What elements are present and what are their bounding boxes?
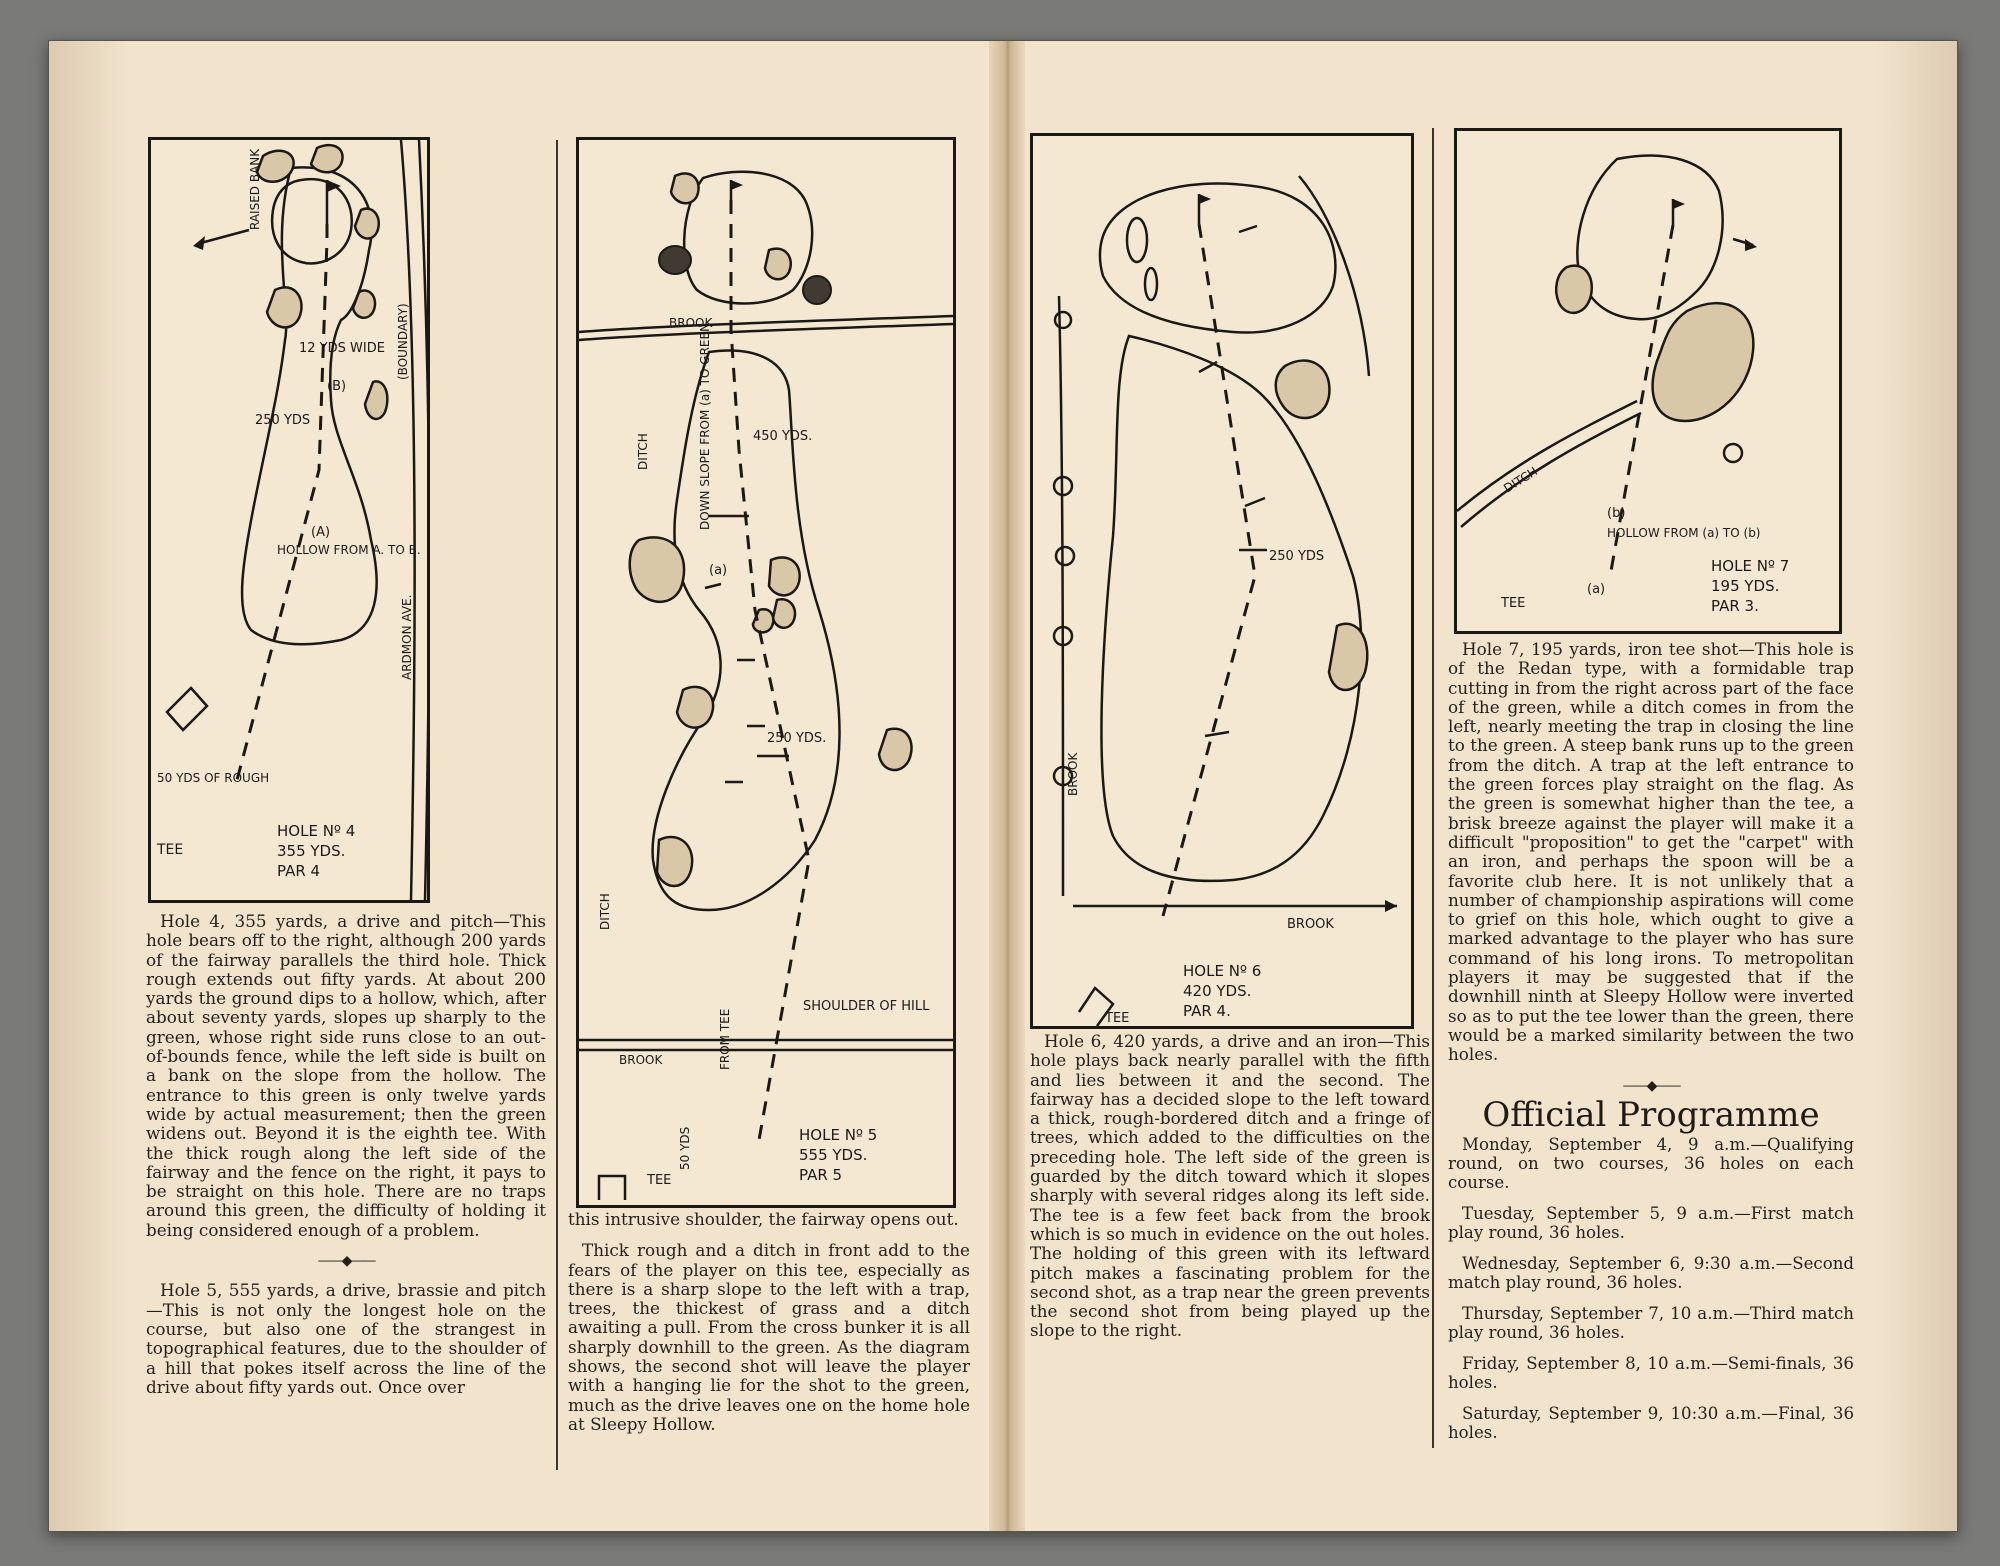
ditch-upper-label: DITCH [636,433,650,470]
hole-par-label: PAR 5 [799,1166,843,1184]
programme-entry: Monday, September 4, 9 a.m.—Qualifying round, on two courses, 36 holes on each course. [1448,1135,1854,1193]
point-a-label: (a) [1587,582,1606,597]
hollow-label: HOLLOW FROM (a) TO (b) [1607,526,1761,540]
ditch-lower-label: DITCH [598,893,612,930]
tee-label: TEE [1501,596,1526,611]
programme-entry: Wednesday, September 6, 9:30 a.m.—Second match play round, 36 holes. [1448,1254,1854,1293]
hole-6-diagram [1033,136,1411,1026]
right-page-column-rule [1432,128,1434,1448]
programme-entry: Saturday, September 9, 10:30 a.m.—Final, 36 holes. [1448,1404,1854,1443]
hole-yards-label: 355 YDS. [277,842,346,860]
ardmon-avenue-label: ARDMON AVE. [400,594,414,680]
yds-250-label: 250 YDS [1269,549,1325,564]
yds-450-label: 450 YDS. [753,429,813,444]
hollow-label: HOLLOW FROM A. TO B. [277,543,421,557]
hole-7-diagram [1457,131,1839,631]
hole-5-description-part-2: this intrusive shoulder, the fairway opens out. [568,1209,959,1229]
tee-label: TEE [157,842,184,858]
hole-number-label: HOLE Nº 7 [1711,557,1790,575]
raised-bank-label: RAISED BANK [248,148,262,230]
hole-6-column [1030,1032,1430,1353]
hole-7-column [1448,640,1854,1454]
hole-5-map [576,137,956,1208]
yds-50-label: 50 YDS [678,1126,692,1170]
twelve-yards-wide-label: 12 YDS WIDE [299,341,385,356]
hole-6-description: Hole 6, 420 yards, a drive and an iron—This hole plays back nearly parallel with the fifth and lies between it and the second. The fairway has a decided slope to the left toward a thick, rough-bordered ditch and a fringe of trees, which added to the difficulties on the preceding hole. The left side of the green is guarded by the ditch toward which it slopes sharply with several ridges along its left side. The tee is a few feet back from the brook which is so much in evidence on the out holes. The holding of this green with its leftward pitch makes a fascinating problem for the second shot, as a trap near the green prevents the second shot from being played up the slope to the right. [1030,1031,1430,1341]
section-ornament: ——◆—— [317,1253,375,1270]
yds-250-label: 250 YDS [255,413,311,428]
from-tee-label: FROM TEE [718,1008,732,1070]
programme-entry: Thursday, September 7, 10 a.m.—Third match play round, 36 holes. [1448,1304,1854,1343]
down-slope-label: DOWN SLOPE FROM (a) TO GREEN [698,322,712,530]
hole-6-map [1030,133,1414,1029]
programme-title: Official Programme [1482,1094,1820,1135]
center-gutter [989,41,1025,1531]
shoulder-of-hill-label: SHOULDER OF HILL [803,999,930,1014]
hole-yards-label: 420 YDS. [1183,982,1252,1000]
hole-par-label: PAR 3. [1711,597,1759,615]
programme-entry: Friday, September 8, 10 a.m.—Semi-finals, 36 holes. [1448,1354,1854,1393]
hole-7-description: Hole 7, 195 yards, iron tee shot—This hole is of the Redan type, with a formidable trap cutting in from the right across part of the face of the green, while a ditch comes in from the left, nearly meeting the trap in closing the line to the green. A steep bank runs up to the green from the ditch. A trap at the left entrance to the green forces play straight on the flag. As the green is somewhat higher than the tee, a brisk breeze against the player will make it a difficult "proposition" to get the "carpet" with an iron, and perhaps the spoon will be a favorite club here. It is not unlikely that a number of championship aspirations will come to grief on this hole, which ought to give a marked advantage to the player who has sure command of his long irons. To metropolitan players it may be suggested that if the downhill ninth at Sleepy Hollow were inverted so as to put the tee lower than the green, there would be a marked similarity between the two holes. [1448,639,1854,1065]
brook-upper-label: BROOK [669,316,713,330]
hole-number-label: HOLE Nº 6 [1183,962,1262,980]
brook-lower-label: BROOK [619,1053,663,1067]
left-page-column-rule [556,140,558,1470]
hole-5-column [568,1210,970,1446]
programme-entry: Tuesday, September 5, 9 a.m.—First match play round, 36 holes. [1448,1204,1854,1243]
hole-4-description: Hole 4, 355 yards, a drive and pitch—This hole bears off to the right, although 200 yards of the fairway parallels the third hole. Thick rough extends out fifty yards. At about 200 yards the ground dips to a hollow, which, after about seventy yards, slopes up sharply to the green, whose right side runs close to an out-of-bounds fence, while the left side is built on a bank on the slope from the hollow. The entrance to this green is only twelve yards wide by actual measurement; then the green widens out. Beyond it is the eighth tee. With the thick rough along the left side of the fairway and the fence on the right, it pays to be straight on this hole. There are no traps around this green, the difficulty of holding it being considered enough of a problem. [146,911,546,1240]
boundary-label: (BOUNDARY) [396,303,410,380]
right-page-edge-shade [1877,41,1957,1531]
point-a-label: (A) [311,525,331,540]
hole-yards-label: 195 YDS. [1711,577,1780,595]
hole-5-description-part-1: Hole 5, 555 yards, a drive, brassie and pitch—This is not only the longest hole on the course, but also one of the strangest in topographical features, due to the shoulder of a hill that pokes itself across the line of the drive about fifty yards out. Once over [146,1280,546,1397]
hole-par-label: PAR 4. [1183,1002,1231,1020]
hole-5-description-part-3: Thick rough and a ditch in front add to the fears of the player on this tee, especially as there is a sharp slope to the left with a trap, trees, the thickest of grass and a ditch awaiting a pull. From the cross bunker it is all sharply downhill to the green. As the diagram shows, the second shot will leave the player with a hanging lie for the shot to the green, much as the drive leaves one on the home hole at Sleepy Hollow. [568,1240,970,1434]
tee-label: TEE [647,1173,672,1188]
left-page-edge-shade [49,41,129,1531]
hole-4-map [148,137,430,903]
hole-par-label: PAR 4 [277,862,321,880]
hole-5-diagram [579,140,953,1205]
section-ornament: ——◆—— [1622,1077,1680,1094]
brook-horizontal-label: BROOK [1287,917,1334,932]
hole-7-map [1454,128,1842,634]
ditch-label: DITCH [1501,464,1540,496]
hole-number-label: HOLE Nº 4 [277,822,356,840]
point-b-label: (b) [1607,506,1626,521]
point-b-label: (B) [327,379,347,394]
point-a-label: (a) [709,563,728,578]
hole-number-label: HOLE Nº 5 [799,1126,878,1144]
tee-label: TEE [1105,1011,1130,1026]
hole-4-column [146,912,546,1409]
brook-vertical-label: BROOK [1066,752,1080,796]
hole-4-diagram [151,140,427,900]
yds-250-label: 250 YDS. [767,731,827,746]
hole-yards-label: 555 YDS. [799,1146,868,1164]
rough-label: 50 YDS OF ROUGH [157,771,270,785]
